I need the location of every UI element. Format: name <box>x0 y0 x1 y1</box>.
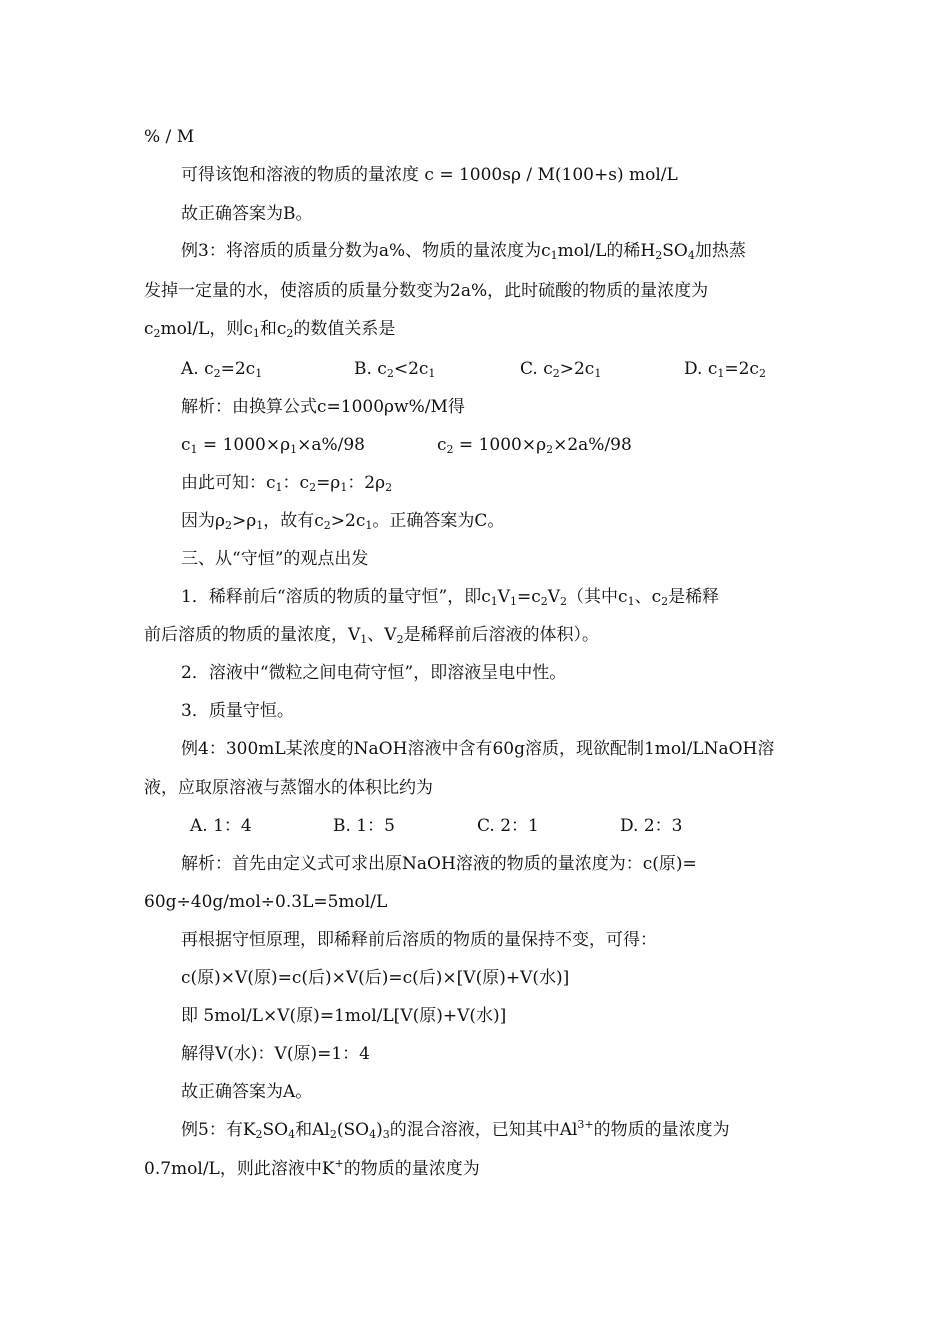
subscript: 2 <box>560 595 568 608</box>
subscript: 2 <box>309 481 317 494</box>
subscript: 1 <box>290 443 298 456</box>
text-line <box>181 853 697 875</box>
subscript: 2 <box>286 327 294 340</box>
option-d: D. 2：3 <box>620 816 683 836</box>
text: mol/L的稀H <box>557 241 656 261</box>
text-line <box>181 700 294 722</box>
subscript: 2 <box>552 367 560 380</box>
text: 液，应取原溶液与蒸馏水的体积比约为 <box>144 778 433 798</box>
text: 加热蒸 <box>694 241 746 261</box>
text-line <box>181 396 465 418</box>
text: >2c <box>559 359 595 379</box>
text: 、c <box>634 587 662 607</box>
text: 故正确答案为B。 <box>181 204 313 224</box>
text: c <box>181 435 191 455</box>
text-line <box>181 662 566 684</box>
example-5-line-1 <box>181 1119 730 1141</box>
text: ：c <box>282 473 310 493</box>
option-b: B. 1：5 <box>333 816 395 836</box>
text: 3．质量守恒。 <box>181 701 294 721</box>
example-3-line-1 <box>181 240 746 262</box>
subscript: 1 <box>365 519 373 532</box>
example-3-line-2 <box>144 280 708 302</box>
text-line <box>144 126 194 148</box>
subscript: 2 <box>213 367 221 380</box>
text-line <box>181 164 678 186</box>
text: （其中c <box>567 587 628 607</box>
text: 解析：首先由定义式可求出原NaOH溶液的物质的量浓度为：c(原)= <box>181 854 697 874</box>
text: 故正确答案为A。 <box>181 1082 313 1102</box>
text: 和c <box>259 319 287 339</box>
subscript: 1 <box>510 595 517 608</box>
subscript: 2 <box>655 249 663 262</box>
text: A. c <box>181 359 214 379</box>
text: 、V <box>367 625 397 645</box>
subscript: 2 <box>661 595 669 608</box>
text: 60g÷40g/mol÷0.3L=5mol/L <box>144 892 388 912</box>
text: 解得V(水)：V(原)=1：4 <box>181 1044 370 1064</box>
text: ×a%/98 <box>297 435 365 455</box>
text-line <box>181 510 504 532</box>
superscript: + <box>334 1157 344 1170</box>
text: 的物质的量浓度为 <box>343 1159 480 1179</box>
text: =ρ <box>316 473 341 493</box>
text: 是稀释前后溶液的体积）。 <box>403 625 600 645</box>
subscript: 1 <box>717 367 725 380</box>
text: ) <box>376 1120 383 1140</box>
option-c <box>520 358 601 380</box>
text-line <box>181 472 392 494</box>
text: SO <box>662 241 688 261</box>
text: 例3：将溶质的质量分数为a%、物质的量浓度为c <box>181 241 551 261</box>
text-line <box>144 891 387 913</box>
subscript: 2 <box>323 519 331 532</box>
text: mol/L，则c <box>160 319 253 339</box>
subscript: 4 <box>369 1128 377 1141</box>
text: 因为ρ <box>181 511 225 531</box>
subscript: 1 <box>340 481 348 494</box>
subscript: 2 <box>153 327 161 340</box>
text: 可得该饱和溶液的物质的量浓度 c = 1000sρ / M(100+s) mol/L <box>181 165 678 185</box>
text: V <box>547 587 561 607</box>
subscript: 2 <box>329 1128 337 1141</box>
text: =c <box>517 587 541 607</box>
subscript: 1 <box>252 327 260 340</box>
text-line <box>144 624 599 646</box>
option-a <box>181 358 262 380</box>
subscript: 1 <box>256 519 264 532</box>
subscript: 1 <box>255 367 263 380</box>
text: c <box>437 435 447 455</box>
text: 三、从“守恒”的观点出发 <box>181 549 369 569</box>
text: c(原)×V(原)=c(后)×V(后)=c(后)×[V(原)+V(水)] <box>181 968 570 988</box>
text: ×2a%/98 <box>553 435 632 455</box>
formula-line <box>437 434 632 456</box>
text: 由此可知：c <box>181 473 276 493</box>
subscript: 1 <box>275 481 283 494</box>
example-3-line-3 <box>144 318 395 340</box>
subscript: 2 <box>540 595 548 608</box>
text: (SO <box>336 1120 370 1140</box>
formula-line <box>181 967 569 989</box>
text: >2c <box>330 511 366 531</box>
text: =2c <box>724 359 759 379</box>
subscript: 4 <box>687 249 695 262</box>
example-4-line-2 <box>144 777 433 799</box>
subscript: 1 <box>360 633 368 646</box>
option-d <box>684 358 766 380</box>
subscript: 1 <box>594 367 602 380</box>
text: 再根据守恒原理，即稀释前后溶质的物质的量保持不变，可得： <box>181 930 657 950</box>
text: 1．稀释前后“溶质的物质的量守恒”，即c <box>181 587 491 607</box>
text-line <box>181 586 719 608</box>
text: 即 5mol/L×V(原)=1mol/L[V(原)+V(水)] <box>181 1006 507 1026</box>
text-line <box>181 1081 312 1103</box>
option-b <box>354 358 435 380</box>
text: c <box>144 319 154 339</box>
subscript: 2 <box>385 481 393 494</box>
subscript: 2 <box>758 367 766 380</box>
subscript: 1 <box>190 443 198 456</box>
text: 和Al <box>295 1120 330 1140</box>
section-heading <box>181 548 368 570</box>
text: ：2ρ <box>347 473 386 493</box>
option-a: A. 1：4 <box>190 816 252 836</box>
text: 解析：由换算公式c=1000ρw%/M得 <box>181 397 465 417</box>
text: B. c <box>354 359 387 379</box>
option-c: C. 2：1 <box>477 816 539 836</box>
text: 0.7mol/L，则此溶液中K <box>144 1159 335 1179</box>
subscript: 3 <box>382 1128 390 1141</box>
text: = 1000×ρ <box>197 435 291 455</box>
text: V <box>497 587 510 607</box>
subscript: 2 <box>546 443 554 456</box>
example-5-line-2 <box>144 1158 480 1180</box>
subscript: 2 <box>255 1128 263 1141</box>
subscript: 2 <box>386 367 394 380</box>
text: 例4：300mL某浓度的NaOH溶液中含有60g溶质，现欲配制1mol/LNaOH溶 <box>181 739 775 759</box>
text: >ρ <box>232 511 257 531</box>
text: 例5：有K <box>181 1120 256 1140</box>
example-4-line-1 <box>181 738 774 760</box>
text: = 1000×ρ <box>453 435 547 455</box>
superscript: 3+ <box>577 1118 594 1131</box>
subscript: 1 <box>627 595 635 608</box>
text: =2c <box>220 359 256 379</box>
formula-line <box>181 434 365 456</box>
text-line <box>181 203 313 225</box>
text: SO <box>262 1120 289 1140</box>
text-line <box>181 1043 370 1065</box>
text: D. c <box>684 359 718 379</box>
text: <2c <box>393 359 429 379</box>
text: 的混合溶液，已知其中Al <box>389 1120 578 1140</box>
subscript: 2 <box>396 633 404 646</box>
subscript: 1 <box>428 367 436 380</box>
text-line <box>181 929 657 951</box>
text: 的物质的量浓度为 <box>593 1120 730 1140</box>
subscript: 4 <box>288 1128 296 1141</box>
formula-line <box>181 1005 506 1027</box>
subscript: 2 <box>225 519 232 532</box>
text: 前后溶质的物质的量浓度，V <box>144 625 361 645</box>
text: C. c <box>520 359 553 379</box>
subscript: 1 <box>490 595 498 608</box>
text: ，故有c <box>263 511 324 531</box>
subscript: 2 <box>446 443 454 456</box>
text: 2．溶液中“微粒之间电荷守恒”，即溶液呈电中性。 <box>181 663 567 683</box>
text: % / M <box>144 127 195 147</box>
subscript: 1 <box>550 249 558 262</box>
text: 的数值关系是 <box>293 319 396 339</box>
text: 发掉一定量的水，使溶质的质量分数变为2a%，此时硫酸的物质的量浓度为 <box>144 281 709 301</box>
text: 是稀释 <box>668 587 720 607</box>
text: 。正确答案为C。 <box>372 511 505 531</box>
